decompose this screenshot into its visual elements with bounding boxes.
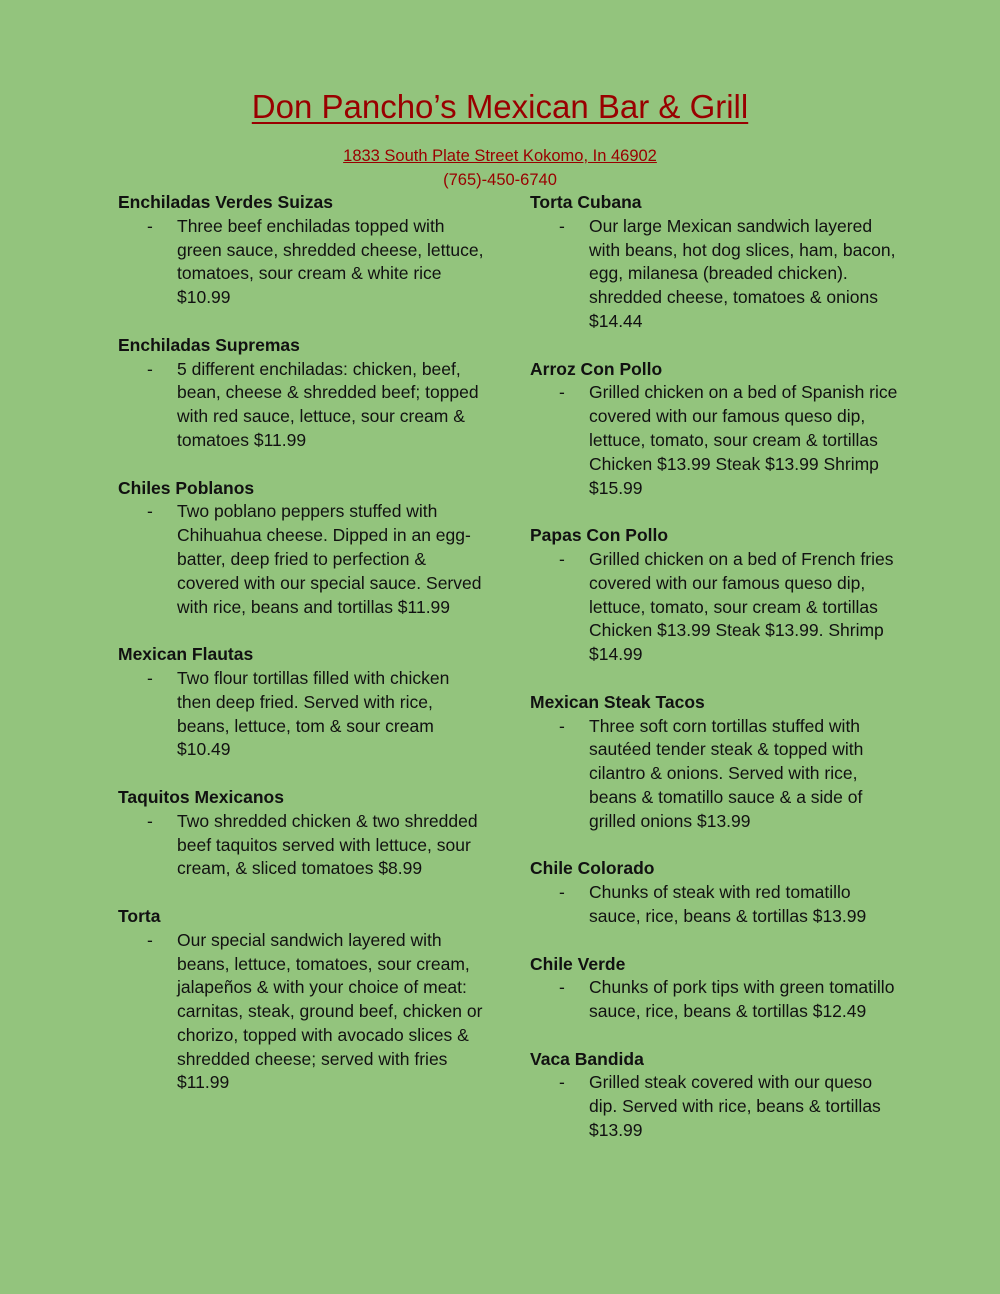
- menu-item: [530, 857, 900, 928]
- menu-item-description: [530, 215, 900, 334]
- menu-item-name: Chiles Poblanos: [118, 477, 255, 498]
- bullet-dash: -: [559, 977, 565, 998]
- menu-item-name: Taquitos Mexicanos: [118, 786, 284, 807]
- bullet-dash: -: [147, 929, 153, 950]
- menu-item: [530, 691, 900, 834]
- menu-item-description: [530, 1071, 900, 1142]
- menu-item: [118, 786, 488, 881]
- restaurant-title: Don Pancho’s Mexican Bar & Grill: [251, 88, 749, 125]
- menu-item-name: Enchiladas Supremas: [118, 334, 300, 355]
- menu-item-description-text: 5 different enchiladas: chicken, beef, bean, cheese & shredded beef; topped with red sauce, lettuce, sour cream & tomatoes $11.99: [177, 358, 479, 450]
- menu-item-description: [530, 381, 900, 500]
- menu-item-description-text: Two poblano peppers stuffed with Chihuahua cheese. Dipped in an egg-batter, deep fried to perfection & covered with our special sauce. Served with rice, beans and tortillas $11.99: [177, 501, 482, 617]
- menu-item: [530, 953, 900, 1024]
- menu-item-description-text: Grilled chicken on a bed of Spanish rice covered with our famous queso dip, lettuce, tomato, sour cream & tortillas Chicken $13.99 Steak $13.99 Shrimp $15.99: [589, 382, 898, 498]
- menu-item-description: [118, 810, 488, 881]
- menu-item-description-text: Three soft corn tortillas stuffed with sautéed tender steak & topped with cilantro & onions. Served with rice, beans & tomatillo sauce & a side of grilled onions $13.99: [589, 715, 864, 831]
- menu-column-left: [118, 191, 488, 1095]
- restaurant-phone: (765)-450-6740: [443, 171, 557, 189]
- menu-item-name: Papas Con Pollo: [530, 525, 669, 546]
- bullet-dash: -: [559, 715, 565, 736]
- menu-item-description: [118, 358, 488, 453]
- menu-item-description-text: Our special sandwich layered with beans, lettuce, tomatoes, sour cream, jalapeños & with your choice of meat: carnitas, steak, ground beef, chicken or chorizo, topped with avocado slices & shredded cheese; served with fries $11.99: [177, 929, 483, 1093]
- menu-item-description-text: Grilled steak covered with our queso dip. Served with rice, beans & tortillas $13.99: [589, 1072, 881, 1141]
- menu-item: [530, 191, 900, 334]
- bullet-dash: -: [559, 215, 565, 236]
- menu-item: [530, 524, 900, 667]
- menu-column-right: [530, 191, 900, 1143]
- menu-item-name: Mexican Flautas: [118, 644, 254, 665]
- menu-item-name: Mexican Steak Tacos: [530, 691, 705, 712]
- menu-item-name: Vaca Bandida: [530, 1048, 644, 1069]
- menu-item-description: [530, 715, 900, 834]
- menu-item: [118, 334, 488, 453]
- menu-item: [530, 1048, 900, 1143]
- menu-item-description-text: Chunks of steak with red tomatillo sauce, rice, beans & tortillas $13.99: [589, 882, 867, 926]
- bullet-dash: -: [559, 548, 565, 569]
- bullet-dash: -: [559, 1072, 565, 1093]
- menu-item-name: Enchiladas Verdes Suizas: [118, 192, 333, 212]
- menu-item-description-text: Two flour tortillas filled with chicken then deep fried. Served with rice, beans, lettuce, tom & sour cream $10.49: [177, 667, 450, 760]
- bullet-dash: -: [559, 882, 565, 903]
- menu-item-description: [118, 667, 488, 762]
- menu-item: [118, 905, 488, 1095]
- menu-item-name: Torta Cubana: [530, 192, 642, 212]
- menu-item-description-text: Chunks of pork tips with green tomatillo sauce, rice, beans & tortillas $12.49: [589, 977, 895, 1022]
- menu-item: [118, 477, 488, 620]
- bullet-dash: -: [147, 358, 153, 379]
- menu-item-name: Chile Verde: [530, 953, 626, 974]
- restaurant-address[interactable]: 1833 South Plate Street Kokomo, In 46902: [343, 147, 657, 165]
- menu-item: [530, 358, 900, 501]
- menu-item-name: Chile Colorado: [530, 858, 655, 879]
- menu-item-description-text: Two shredded chicken & two shredded beef taquitos served with lettuce, sour cream, & sliced tomatoes $8.99: [177, 810, 478, 879]
- menu-item-name: Torta: [118, 905, 161, 926]
- bullet-dash: -: [147, 501, 153, 522]
- menu-item-description: [530, 976, 900, 1024]
- menu-item-description: [118, 215, 488, 310]
- bullet-dash: -: [559, 382, 565, 403]
- menu-item-description: [118, 500, 488, 619]
- menu-item-description-text: Three beef enchiladas topped with green sauce, shredded cheese, lettuce, tomatoes, sour cream & white rice $10.99: [177, 215, 484, 308]
- menu-item-description-text: Our large Mexican sandwich layered with beans, hot dog slices, ham, bacon, egg, milanesa (breaded chicken). shredded cheese, tomatoes & onions $14.44: [589, 215, 896, 331]
- menu-item-description: [530, 881, 900, 929]
- menu-item-description: [118, 929, 488, 1096]
- menu-item: [118, 191, 488, 310]
- menu-item-description: [530, 548, 900, 667]
- menu-item-name: Arroz Con Pollo: [530, 358, 663, 379]
- bullet-dash: -: [147, 215, 153, 236]
- bullet-dash: -: [147, 667, 153, 688]
- menu-item: [118, 643, 488, 762]
- bullet-dash: -: [147, 810, 153, 831]
- menu-item-description-text: Grilled chicken on a bed of French fries covered with our famous queso dip, lettuce, tomato, sour cream & tortillas Chicken $13.99 Steak $13.99. Shrimp $14.99: [589, 548, 894, 665]
